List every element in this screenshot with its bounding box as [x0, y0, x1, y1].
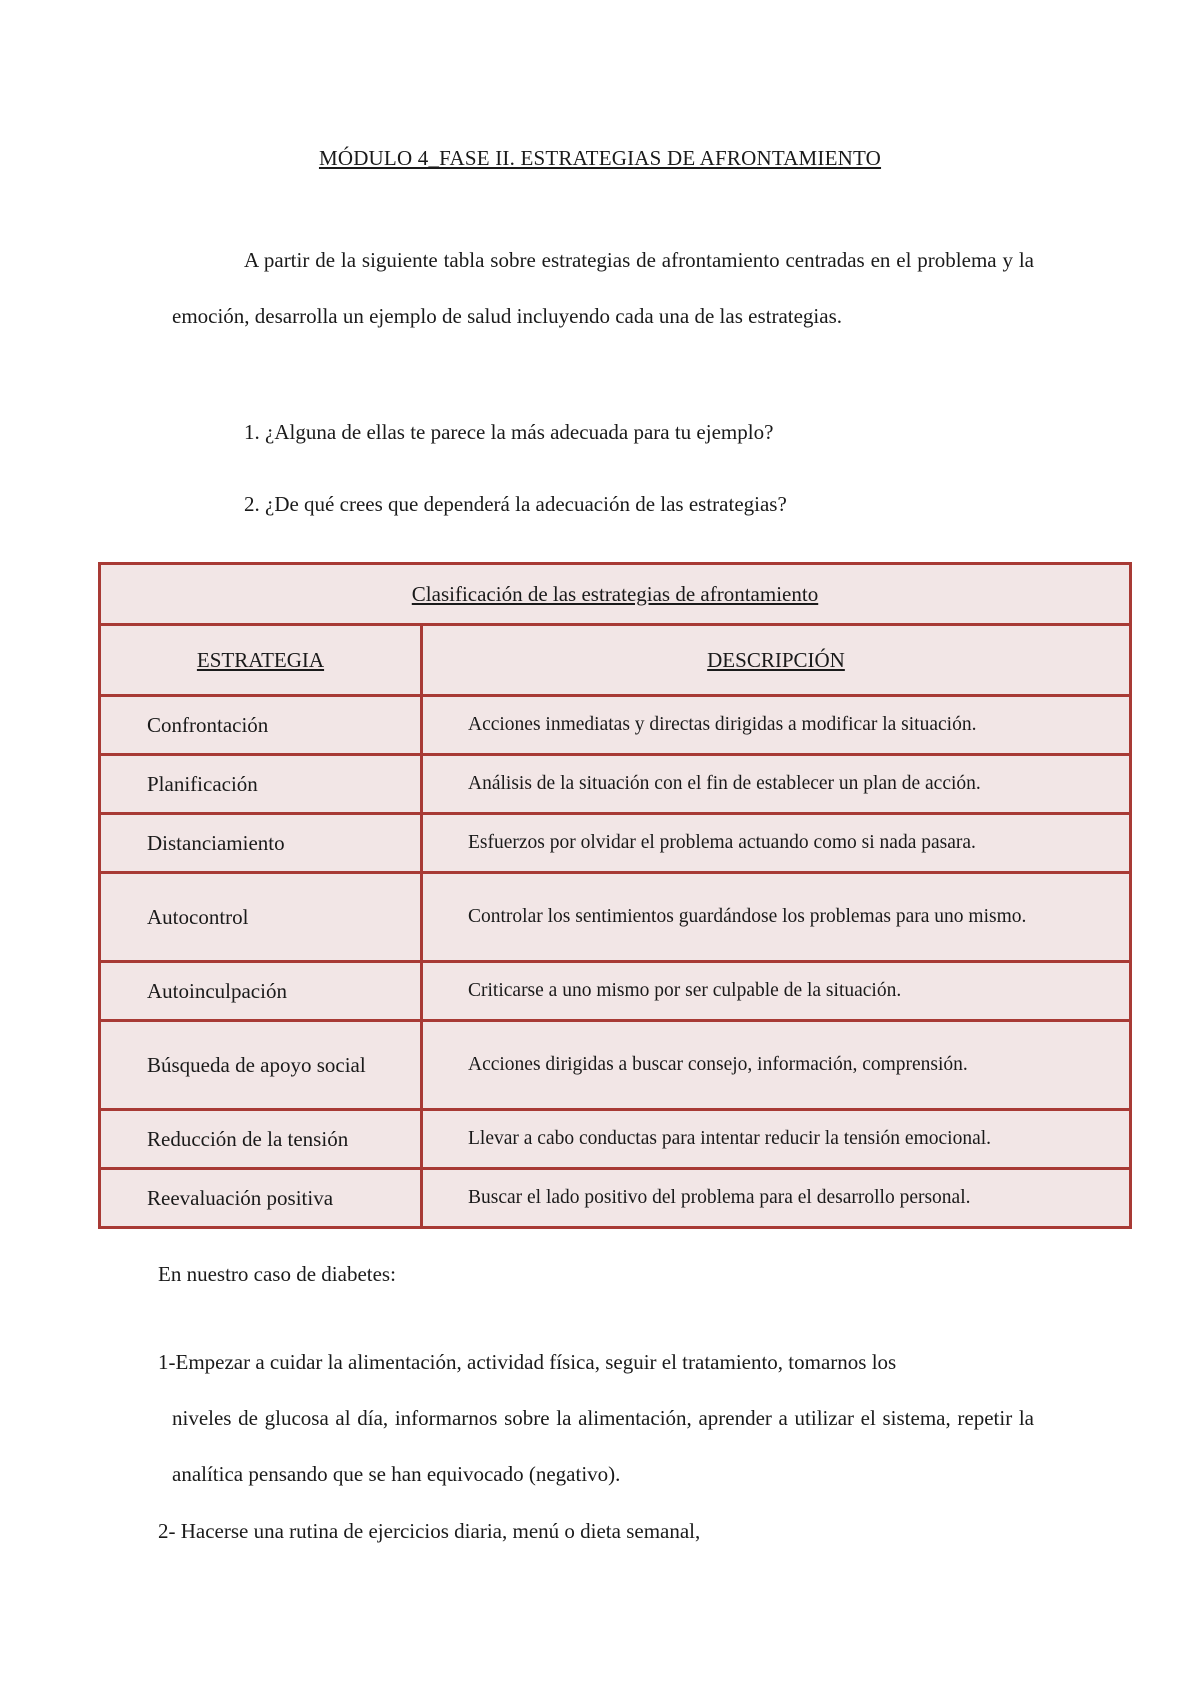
strategy-description: Criticarse a uno mismo por ser culpable de la situación.	[422, 962, 1131, 1021]
strategy-name: Distanciamiento	[100, 814, 422, 873]
strategy-name: Planificación	[100, 755, 422, 814]
strategy-description: Buscar el lado positivo del problema para el desarrollo personal.	[422, 1169, 1131, 1228]
question-2: 2. ¿De qué crees que dependerá la adecuación de las estrategias?	[244, 492, 787, 516]
document-title: MÓDULO 4_FASE II. ESTRATEGIAS DE AFRONTAMIENTO	[318, 146, 882, 170]
intro-paragraph: A partir de la siguiente tabla sobre estrategias de afrontamiento centradas en el problema y la emoción, desarrolla un ejemplo de salud incluyendo cada una de las estrategias.	[172, 248, 1034, 328]
strategy-description: Esfuerzos por olvidar el problema actuando como si nada pasara.	[422, 814, 1131, 873]
answer-lead: En nuestro caso de diabetes:	[158, 1262, 396, 1286]
table-row	[100, 696, 1131, 755]
table-row	[100, 1169, 1131, 1228]
table-row	[100, 1021, 1131, 1110]
table-caption: Clasificación de las estrategias de afrontamiento	[100, 564, 1131, 625]
strategy-description: Acciones inmediatas y directas dirigidas a modificar la situación.	[422, 696, 1131, 755]
strategy-name: Reducción de la tensión	[100, 1110, 422, 1169]
strategy-description: Acciones dirigidas a buscar consejo, información, comprensión.	[422, 1021, 1131, 1110]
table-header-row	[100, 625, 1131, 696]
table-row	[100, 873, 1131, 962]
strategy-name: Autocontrol	[100, 873, 422, 962]
strategy-name: Búsqueda de apoyo social	[100, 1021, 422, 1110]
table-row	[100, 962, 1131, 1021]
answer-item-1-first-line: 1-Empezar a cuidar la alimentación, actividad física, seguir el tratamiento, tomarnos los	[158, 1350, 897, 1374]
answer-item-1-rest: niveles de glucosa al día, informarnos sobre la alimentación, aprender a utilizar el sistema, repetir la analítica pensando que se han equivocado (negativo).	[172, 1406, 1034, 1486]
header-description: DESCRIPCIÓN	[422, 625, 1131, 696]
strategy-description: Llevar a cabo conductas para intentar reducir la tensión emocional.	[422, 1110, 1131, 1169]
strategy-description: Análisis de la situación con el fin de establecer un plan de acción.	[422, 755, 1131, 814]
table-row	[100, 755, 1131, 814]
strategy-description: Controlar los sentimientos guardándose los problemas para uno mismo.	[422, 873, 1131, 962]
table-row	[100, 814, 1131, 873]
strategies-table	[98, 562, 1132, 1229]
table-caption-row	[100, 564, 1131, 625]
strategy-name: Reevaluación positiva	[100, 1169, 422, 1228]
table-row	[100, 1110, 1131, 1169]
strategy-name: Autoinculpación	[100, 962, 422, 1021]
answer-item-1	[158, 1334, 1034, 1502]
answer-item-2: 2- Hacerse una rutina de ejercicios diaria, menú o dieta semanal,	[158, 1519, 701, 1543]
strategy-name: Confrontación	[100, 696, 422, 755]
header-strategy: ESTRATEGIA	[100, 625, 422, 696]
question-1: 1. ¿Alguna de ellas te parece la más adecuada para tu ejemplo?	[244, 420, 774, 444]
